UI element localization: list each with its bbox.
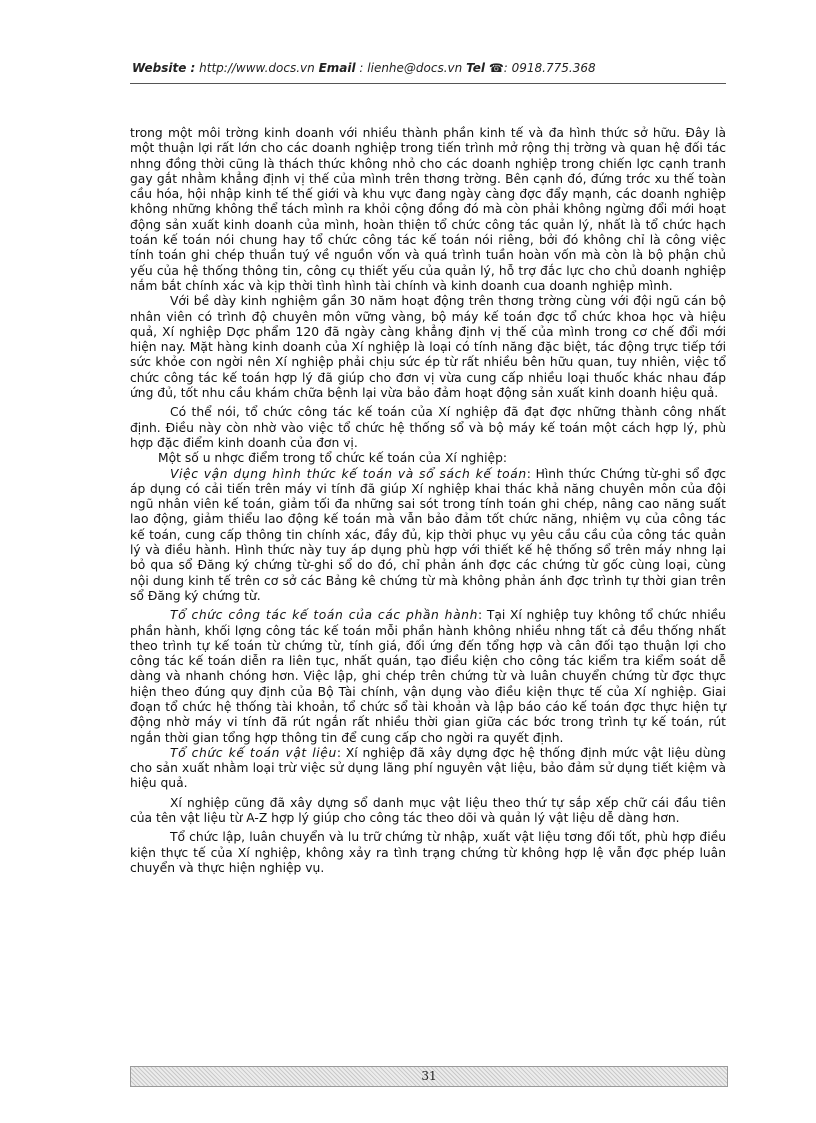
header-rule	[130, 83, 726, 84]
paragraph-2: Với bề dày kinh nghiệm gần 30 năm hoạt động trên thơng trờng cùng với đội ngũ cán bộ nhân viên có trình độ chuyên môn vững vàng, bộ máy kế toán đợc tổ chức khoa học và hiệu quả, Xí nghiệp Dợc phẩm 120 đã ngày càng khẳng định vị thế của mình trong cơ chế đổi mới hiện nay. Mặt hàng kinh doanh của Xí nghiệp là loại có tính năng đặc biệt, tác động trực tiếp tới sức khỏe con ngời nên Xí nghiệp phải chịu sức ép từ rất nhiều bên hữu quan, tuy nhiên, việc tổ chức công tác kế toán hợp lý đã giúp cho đơn vị vừa cung cấp nhiều loại thuốc khác nhau đáp ứng đủ, tốt nhu cầu khám chữa bệnh lại vừa bảo đảm hoạt động sản xuất kinh doanh hiệu quả.	[130, 294, 726, 401]
paragraph-4: Một số u nhợc điểm trong tổ chức kế toán của Xí nghiệp:	[158, 451, 508, 466]
page-header	[132, 61, 692, 75]
phone-icon: ☎	[488, 61, 504, 75]
paragraph-7-text: : Xí nghiệp đã xây dựng đợc hệ thống định mức vật liệu dùng cho sản xuất nhằm loại trừ việc sử dụng lãng phí nguyên vật liệu, bảo đảm sử dụng tiết kiệm và hiệu quả.	[130, 745, 726, 791]
paragraph-6-text: : Tại Xí nghiệp tuy không tổ chức nhiều phần hành, khối lợng công tác kế toán mỗi phần hành không nhiều nhng tất cả đều thống nhất theo trình tự kế toán từ chứng từ, tính giá, đối ứng đến tổng hợp và cân đối tạo thuận lợi cho công tác kế toán diễn ra liên tục, nhất quán, tạo điều kiện cho công tác kiểm tra kiểm soát dễ dàng và nhanh chóng hơn. Việc lập, ghi chép trên chứng từ và luân chuyển chứng từ đợc thực hiện theo đúng quy định của Bộ Tài chính, vận dụng vào điều kiện thực tế của Xí nghiệp. Giai đoạn tổ chức hệ thống tài khoản, tổ chức sổ tài khoản và lập báo cáo kế toán đợc thực hiện tự động nhờ máy vi tính đã rút ngắn rất nhiều thời gian giữa các bớc trong trình tự kế toán, rút ngắn thời gian tổng hợp thông tin để cung cấp cho ngời ra quyết định.	[130, 608, 726, 745]
document-body	[130, 126, 726, 876]
paragraph-6	[130, 608, 726, 746]
page-number: 31	[421, 1069, 437, 1083]
page-footer	[130, 1066, 728, 1087]
paragraph-5-title: Việc vận dụng hình thức kế toán và sổ sách kế toán	[170, 466, 527, 481]
email-address[interactable]: : lienhe@docs.vn	[359, 61, 463, 75]
website-label: Website :	[132, 61, 196, 75]
paragraph-5-text: : Hình thức Chứng từ-ghi sổ đợc áp dụng có cải tiến trên máy vi tính đã giúp Xí nghiệp khai thác khả năng chuyên môn của đội ngũ nhân viên kế toán, giảm tối đa những sai sót trong tính toán ghi chép, nâng cao năng suất lao động, giảm thiểu lao động kế toán mà vẫn bảo đảm tốt chức năng, nhiệm vụ của công tác kế toán, cung cấp thông tin chính xác, đầy đủ, kịp thời phục vụ yêu cầu cầu của công tác quản lý và điều hành. Hình thức này tuy áp dụng phù hợp với thiết kế hệ thống sổ trên máy nhng lại bỏ qua sổ Đăng ký chứng từ-ghi sổ do đó, chỉ phản ánh đợc các chứng từ gốc cùng loại, cùng nội dung kinh tế trên cơ sở các Bảng kê chứng từ mà không phản ánh đợc trình tự thời gian trên sổ Đăng ký chứng từ.	[130, 466, 726, 603]
website-url[interactable]: http://www.docs.vn	[199, 61, 315, 75]
paragraph-8: Xí nghiệp cũng đã xây dựng sổ danh mục vật liệu theo thứ tự sắp xếp chữ cái đầu tiên của tên vật liệu từ A-Z hợp lý giúp cho công tác theo dõi và quản lý vật liệu dễ dàng hơn.	[130, 795, 726, 826]
paragraph-6-title: Tổ chức công tác kế toán của các phần hành	[170, 608, 478, 623]
paragraph-3: Có thể nói, tổ chức công tác kế toán của Xí nghiệp đã đạt đợc những thành công nhất định. Điều này còn nhờ vào việc tổ chức hệ thống sổ và bộ máy kế toán một cách hợp lý, phù hợp đặc điểm kinh doanh của đơn vị.	[130, 405, 726, 450]
tel-number: : 0918.775.368	[503, 61, 596, 75]
paragraph-9: Tổ chức lập, luân chuyển và lu trữ chứng từ nhập, xuất vật liệu tơng đối tốt, phù hợp điều kiện thực tế của Xí nghiệp, không xảy ra tình trạng chứng từ không hợp lệ vẫn đợc phép luân chuyển và thực hiện nghiệp vụ.	[130, 830, 726, 875]
paragraph-5	[130, 467, 726, 605]
paragraph-7-title: Tổ chức kế toán vật liệu	[170, 745, 337, 760]
paragraph-1: trong một môi trờng kinh doanh với nhiều thành phần kinh tế và đa hình thức sở hữu. Đây là một thuận lợi rất lớn cho các doanh nghiệp trong tiến trình mở rộng thị trờng và quan hệ đối tác nhng đồng thời cũng là thách thức không nhỏ cho các doanh nghiệp trong chiến lợc cạnh tranh gay gắt nhằm khẳng định vị thế của mình trên thơng trờng. Bên cạnh đó, đứng trớc xu thế toàn cầu hóa, hội nhập kinh tế thế giới và khu vực đang ngày càng đợc đẩy mạnh, các doanh nghiệp không những không thể tách mình ra khỏi cộng đồng đó mà còn phải không ngừng đổi mới hoạt động sản xuất kinh doanh của mình, hoàn thiện tổ chức công tác quản lý, nhất là tổ chức hạch toán kế toán nói chung hay tổ chức công tác kế toán nói riêng, bởi đó không chỉ là công việc tính toán ghi chép thuần tuý về nguồn vốn và quá trình tuần hoàn vốn mà còn là bộ phận chủ yếu của hệ thống thông tin, công cụ thiết yếu của quản lý, hỗ trợ đắc lực cho chủ doanh nghiệp nắm bắt chính xác và kịp thời tình hình tài chính và kinh doanh cua doanh nghiệp mình.	[130, 126, 726, 293]
email-label: Email	[318, 61, 356, 75]
tel-label: Tel	[466, 61, 485, 75]
paragraph-7	[130, 746, 726, 792]
